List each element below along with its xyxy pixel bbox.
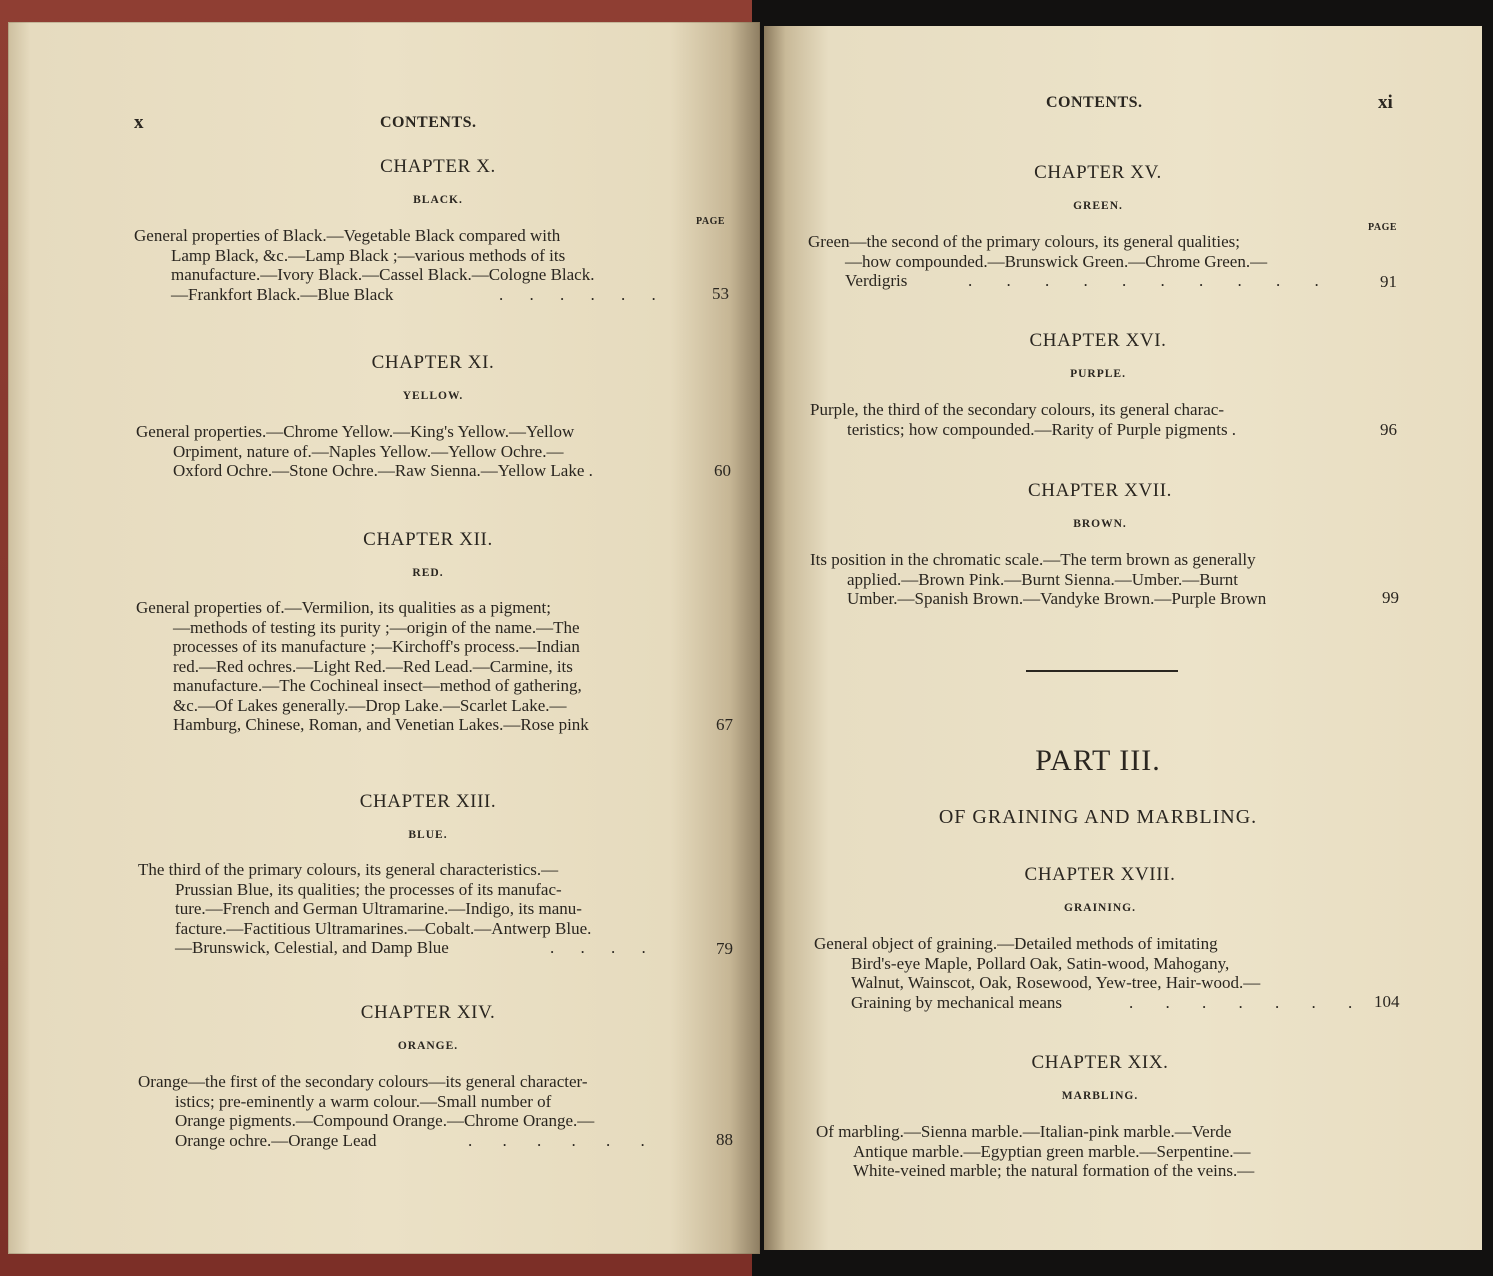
part-title: PART III. bbox=[1035, 744, 1161, 777]
entry-line: —methods of testing its purity ;—origin of the name.—The bbox=[173, 617, 580, 637]
entry-page-number: 67 bbox=[716, 715, 733, 734]
left-running-head: CONTENTS. bbox=[380, 114, 477, 131]
chapter-entry bbox=[138, 1072, 698, 1150]
part-subtitle: OF GRAINING AND MARBLING. bbox=[938, 806, 1258, 828]
entry-page-number: 99 bbox=[1382, 588, 1399, 607]
entry-line: Orpiment, nature of.—Naples Yellow.—Yellow Ochre.— bbox=[173, 441, 564, 461]
entry-line: Antique marble.—Egyptian green marble.—Serpentine.— bbox=[853, 1141, 1251, 1161]
entry-line: red.—Red ochres.—Light Red.—Red Lead.—Carmine, its bbox=[173, 656, 573, 676]
entry-line: applied.—Brown Pink.—Burnt Sienna.—Umber.—Burnt bbox=[847, 569, 1238, 589]
entry-page-number: 79 bbox=[716, 939, 733, 958]
chapter-entry bbox=[808, 232, 1388, 291]
dot-leader: . . . . . . . bbox=[1129, 992, 1367, 1012]
chapter-subject: PURPLE. bbox=[1070, 368, 1126, 380]
chapter-entry bbox=[814, 934, 1394, 1012]
entry-line: processes of its manufacture ;—Kirchoff's process.—Indian bbox=[173, 637, 580, 656]
chapter-subject: MARBLING. bbox=[1061, 1090, 1139, 1102]
entry-line: manufacture.—The Cochineal insect—method of gathering, bbox=[173, 676, 582, 695]
chapter-entry bbox=[138, 860, 698, 958]
chapter-title: CHAPTER XIV. bbox=[360, 1002, 496, 1023]
entry-line: General properties of.—Vermilion, its qualities as a pigment; bbox=[136, 598, 551, 617]
chapter-entry bbox=[134, 226, 694, 304]
entry-line: istics; pre-eminently a warm colour.—Small number of bbox=[175, 1091, 552, 1111]
entry-line: Green—the second of the primary colours, its general qualities; bbox=[808, 232, 1240, 251]
chapter-entry bbox=[810, 400, 1390, 439]
chapter-title: CHAPTER XV. bbox=[1034, 162, 1162, 183]
entry-line: Orange pigments.—Compound Orange.—Chrome Orange.— bbox=[175, 1111, 595, 1130]
right-page-number: xi bbox=[1378, 92, 1393, 113]
entry-line: Purple, the third of the secondary colours, its general charac- bbox=[810, 400, 1224, 419]
entry-line: General object of graining.—Detailed methods of imitating bbox=[814, 934, 1218, 953]
chapter-title: CHAPTER XVI. bbox=[1029, 330, 1167, 351]
chapter-heading bbox=[238, 156, 638, 206]
chapter-heading bbox=[898, 162, 1298, 212]
entry-line: Of marbling.—Sienna marble.—Italian-pink marble.—Verde bbox=[816, 1122, 1232, 1141]
chapter-heading bbox=[228, 791, 628, 841]
entry-line: Its position in the chromatic scale.—The term brown as generally bbox=[810, 550, 1256, 569]
entry-line: Lamp Black, &c.—Lamp Black ;—various methods of its bbox=[171, 245, 566, 265]
entry-line: Orange ochre.—Orange Lead bbox=[175, 1130, 377, 1150]
entry-line: Orange—the first of the secondary colours—its general character- bbox=[138, 1072, 588, 1091]
entry-line: Walnut, Wainscot, Oak, Rosewood, Yew-tree, Hair-wood.— bbox=[851, 973, 1261, 992]
entry-line: teristics; how compounded.—Rarity of Purple pigments . bbox=[847, 419, 1237, 439]
entry-line: —Frankfort Black.—Blue Black bbox=[171, 284, 394, 304]
entry-line: The third of the primary colours, its general characteristics.— bbox=[138, 860, 559, 879]
chapter-entry bbox=[810, 550, 1390, 609]
chapter-title: CHAPTER XIII. bbox=[359, 791, 497, 812]
entry-line: Umber.—Spanish Brown.—Vandyke Brown.—Purple Brown bbox=[847, 589, 1267, 608]
chapter-heading bbox=[228, 529, 628, 579]
left-page bbox=[8, 22, 760, 1254]
entry-page-number: 91 bbox=[1380, 272, 1397, 291]
entry-line: Prussian Blue, its qualities; the processes of its manufac- bbox=[175, 879, 562, 899]
chapter-entry bbox=[136, 598, 696, 735]
entry-line: General properties of Black.—Vegetable Black compared with bbox=[134, 226, 561, 245]
right-running-head: CONTENTS. bbox=[1046, 94, 1143, 111]
entry-line: —Brunswick, Celestial, and Damp Blue bbox=[175, 938, 449, 957]
entry-line: General properties.—Chrome Yellow.—King's Yellow.—Yellow bbox=[136, 422, 575, 441]
dot-leader: . . . . . . bbox=[499, 284, 667, 304]
chapter-subject: BROWN. bbox=[1073, 518, 1127, 530]
chapter-subject: GRAINING. bbox=[1064, 902, 1136, 914]
chapter-heading bbox=[233, 352, 633, 402]
entry-line: White-veined marble; the natural formation of the veins.— bbox=[853, 1161, 1255, 1180]
chapter-entry bbox=[816, 1122, 1396, 1181]
entry-page-number: 104 bbox=[1374, 992, 1400, 1011]
chapter-subject: YELLOW. bbox=[402, 390, 464, 402]
chapter-title: CHAPTER XI. bbox=[371, 352, 495, 373]
chapter-heading bbox=[900, 480, 1300, 530]
entry-line: facture.—Factitious Ultramarines.—Cobalt.—Antwerp Blue. bbox=[175, 918, 592, 938]
dot-leader: . . . . . . bbox=[468, 1130, 658, 1150]
entry-line: Graining by mechanical means bbox=[851, 992, 1063, 1012]
chapter-title: CHAPTER X. bbox=[380, 156, 496, 177]
chapter-heading bbox=[898, 330, 1298, 380]
entry-line: Hamburg, Chinese, Roman, and Venetian Lakes.—Rose pink bbox=[173, 715, 589, 734]
chapter-subject: BLACK. bbox=[413, 194, 463, 206]
entry-line: Bird's-eye Maple, Pollard Oak, Satin-wood, Mahogany, bbox=[851, 953, 1230, 973]
chapter-title: CHAPTER XVIII. bbox=[1024, 864, 1176, 885]
entry-page-number: 60 bbox=[714, 461, 731, 480]
page-column-label: PAGE bbox=[696, 216, 726, 227]
chapter-heading bbox=[228, 1002, 628, 1052]
entry-line: manufacture.—Ivory Black.—Cassel Black.—Cologne Black. bbox=[171, 265, 595, 284]
chapter-subject: GREEN. bbox=[1073, 200, 1123, 212]
dot-leader: . . . . . . . . . . bbox=[968, 271, 1334, 290]
chapter-title: CHAPTER XII. bbox=[363, 529, 493, 550]
chapter-heading bbox=[900, 1052, 1300, 1102]
dot-leader: . . . . bbox=[550, 938, 657, 957]
entry-line: Oxford Ochre.—Stone Ochre.—Raw Sienna.—Yellow Lake . bbox=[173, 461, 593, 480]
entry-line: —how compounded.—Brunswick Green.—Chrome Green.— bbox=[845, 251, 1268, 271]
entry-line: Verdigris bbox=[845, 271, 908, 290]
chapter-title: CHAPTER XIX. bbox=[1031, 1052, 1169, 1073]
chapter-title: CHAPTER XVII. bbox=[1028, 480, 1172, 501]
chapter-subject: RED. bbox=[412, 567, 444, 579]
page-column-label: PAGE bbox=[1368, 222, 1398, 233]
chapter-subject: ORANGE. bbox=[397, 1040, 459, 1052]
left-page-number: x bbox=[134, 112, 144, 133]
right-page bbox=[764, 26, 1482, 1250]
entry-page-number: 96 bbox=[1380, 420, 1397, 439]
entry-page-number: 88 bbox=[716, 1130, 733, 1149]
chapter-entry bbox=[136, 422, 696, 481]
chapter-heading bbox=[900, 864, 1300, 914]
section-rule bbox=[1026, 670, 1178, 672]
entry-line: ture.—French and German Ultramarine.—Indigo, its manu- bbox=[175, 899, 582, 918]
entry-page-number: 53 bbox=[712, 284, 729, 303]
entry-line: &c.—Of Lakes generally.—Drop Lake.—Scarlet Lake.— bbox=[173, 695, 567, 715]
chapter-subject: BLUE. bbox=[408, 829, 448, 841]
